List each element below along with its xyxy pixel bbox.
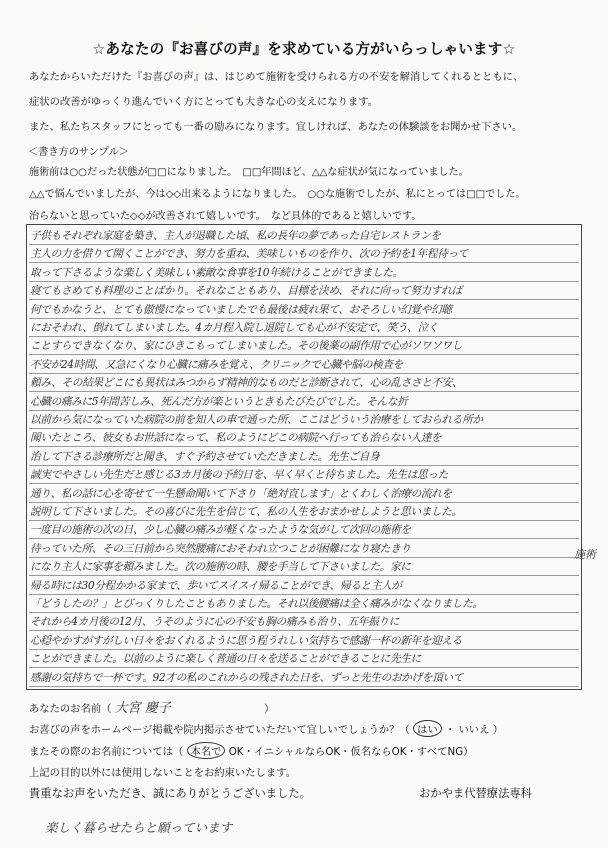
testimonial-line: それから4カ月後の12月、うそのように心の不安も胸の痛みも治り、五年振りに bbox=[30, 615, 399, 629]
testimonial-line: 通り、私の話に心を寄せて一生懸命聞いて下さり「絶対直します」とくわしく治療の流れを bbox=[30, 486, 452, 500]
testimonial-line: におそわれ、倒れてしまいました。4カ月程入院し退院しても心が不安定で、笑う、泣く bbox=[30, 321, 439, 334]
testimonial-line: 主人の力を借りて開くことができ、努力を重ね、美味しいものを作り、次の予約を1年程待って bbox=[30, 247, 469, 261]
sample-heading: ＜書き方のサンプル＞ bbox=[28, 147, 129, 158]
ruled-line bbox=[29, 318, 579, 319]
testimonial-line: 不安が24時間、又急にくなり心臓に痛みを覚え、クリニックで心臓や脳の検査を bbox=[30, 357, 403, 371]
ruled-line bbox=[29, 612, 579, 613]
ruled-line bbox=[29, 262, 579, 263]
sample-line-2: △△で悩んでいましたが、今は◇◇出来るようになりました。 ○○な施術でしたが、私にとっては□□でした。 bbox=[29, 189, 526, 200]
ruled-line bbox=[29, 575, 579, 576]
testimonial-line: 寝てもさめても料理のことばかり。それなこともあり、目標を決め、それに向って努力すれば bbox=[30, 284, 462, 298]
ruled-line bbox=[29, 391, 579, 392]
ruled-line bbox=[29, 630, 579, 631]
intro-line-1: あなたからいただけた『お喜びの声』は、はじめて施術を受けられる方の不安を解消してくれるとともに、 bbox=[29, 71, 524, 83]
publish-close: ） bbox=[492, 724, 503, 736]
name-close: ） bbox=[264, 703, 275, 715]
testimonial-line: 治して下さる診療所だと聞き、すぐ予約させていただきました。先生ご自身 bbox=[30, 449, 380, 463]
clinic-name: おかやま代替療法専科 bbox=[419, 787, 532, 800]
ruled-line bbox=[29, 483, 579, 484]
ruled-line bbox=[29, 244, 579, 245]
ruled-line bbox=[29, 465, 579, 466]
ruled-line bbox=[29, 502, 579, 503]
publish-question: お喜びの声をホームページ掲載や院内掲示させていただいて宜しいでしょうか？（ bbox=[29, 724, 410, 736]
name-pref-real-option[interactable]: 本名で bbox=[187, 742, 226, 759]
ruled-line bbox=[29, 373, 579, 374]
name-preference-row bbox=[29, 742, 473, 759]
testimonial-line: 待っていた所、その三日前から突然腰痛におそわれ立つことが困難になり寝たきり bbox=[30, 541, 411, 555]
ruled-line bbox=[29, 354, 579, 355]
publish-separator: ・ bbox=[444, 724, 456, 736]
testimonial-line: 一度目の施術の次の日、少し心臓の痛みが軽くなったような気がして次回の施術を bbox=[30, 523, 411, 537]
name-pref-rest: OK・イニシャルならOK・仮名ならOK・すべてNG） bbox=[228, 746, 474, 758]
testimonial-line: ことができました。以前のように楽しく普通の日々を送ることができることに先生に bbox=[30, 652, 421, 666]
ruled-line bbox=[29, 336, 579, 337]
testimonial-line: 何でもかなうと、とても傲慢になっていましたでも最後は疲れ果て、おそろしい幻覚や幻聴 bbox=[30, 302, 452, 316]
ruled-line bbox=[29, 281, 579, 282]
testimonial-line: ことすらできなくなり、家にひきこもってしまいました。その後薬の副作用で心がソワソワし bbox=[30, 339, 462, 353]
intro-line-2: 症状の改善がゆっくり進んでいく方にとっても大きな心の支えになります。 bbox=[29, 96, 378, 108]
ruled-line bbox=[29, 446, 579, 447]
ruled-line bbox=[29, 594, 579, 595]
testimonial-line: 説明して下さいました。その喜びに先生を信じて、私の人生をおまかせしようと思いました。 bbox=[30, 505, 462, 518]
ruled-line bbox=[29, 538, 579, 539]
testimonial-line: 頼み、その結果どこにも異状はみつからず精神的なものだと診断されて、心の乱ささと不安、 bbox=[30, 376, 463, 390]
page-title: ☆あなたの『お喜びの声』を求めている方がいらっしゃいます☆ bbox=[92, 42, 516, 58]
testimonial-line: 帰る時には30分程かかる家まで、歩いてスイスイ帰ることができ、帰ると主人が bbox=[30, 578, 402, 592]
privacy-note: 上記の目的以外には使用しないことをお約束いたします。 bbox=[29, 767, 296, 779]
testimonial-line: 感謝の気持ちで一杯です。92才の私のこれからの残された日を、ずっと先生のおかげを頂いて bbox=[30, 670, 463, 684]
testimonial-line: 以前から気になっていた病院の前を知人の車で通った所、ここはどういう治療をしておられる所か bbox=[30, 413, 483, 426]
testimonial-line: 心穏やかすがすがしい日々をおくれるように思う程うれしい気持ちで感謝一杯の新年を迎える bbox=[30, 633, 462, 647]
testimonial-line: 聞いたところ、彼女もお世話になって、私のようにどこの病院へ行っても治らない人達を bbox=[30, 431, 442, 445]
name-pref-label: またその際のお名前については（ bbox=[29, 746, 184, 758]
ruled-line bbox=[29, 299, 579, 300]
name-row bbox=[29, 697, 274, 716]
publish-no-option[interactable]: いいえ bbox=[458, 724, 490, 736]
testimonial-line: になり主人に家事を頼みました。次の施術の時、腰を手当して下さいました。家に bbox=[30, 560, 411, 574]
ruled-line bbox=[29, 410, 579, 411]
testimonial-line: 取って下さるような楽しく美味しい素敵な食事を10年続けることができました。 bbox=[30, 265, 403, 279]
name-label: あなたのお名前（ bbox=[29, 703, 112, 715]
ruled-line bbox=[29, 649, 579, 650]
publish-consent-row bbox=[29, 720, 503, 737]
testimonial-line: 誠実でやさしい先生だと感じる3カ月後の予約日を、早く早くと待ちました。先生は思った bbox=[30, 468, 448, 482]
ruled-line bbox=[29, 557, 579, 558]
ruled-line bbox=[29, 667, 579, 668]
testimonial-line: 心臓の痛みに5年間苦しみ、死んだ方が楽というときもたびたびでした。そんな折 bbox=[30, 394, 408, 408]
margin-note: 施術 bbox=[574, 548, 596, 561]
ruled-line bbox=[29, 520, 579, 521]
testimonial-line: 「どうしたの？」とびっくりしたこともありました。それ以後腰痛は全く痛みがなくなりました。 bbox=[30, 597, 483, 610]
thanks-message: 貴重なお声をいただき、誠にありがとうございました。 bbox=[29, 787, 311, 800]
ruled-line bbox=[29, 686, 579, 687]
intro-line-3: また、私たちスタッフにとっても一番の励みになります。宜しければ、あなたの体験談をお聞かせ下さい。 bbox=[29, 121, 523, 133]
handwritten-postscript: 楽しく暮らせたらと願っています bbox=[45, 820, 233, 835]
testimonial-line: 子供もそれぞれ家庭を築き、主人が退職した頃、私の長年の夢であった自宅レストランを bbox=[30, 229, 441, 242]
sample-line-1: 施術前は○○だった状態が□□になりました。 □□年間ほど、△△な症状が気になっていました。 bbox=[29, 167, 469, 178]
publish-yes-option[interactable]: はい bbox=[413, 720, 442, 737]
ruled-line bbox=[29, 428, 579, 429]
sample-line-3: 治らないと思っていた◇◇が改善されて嬉しいです。 など具体的であると嬉しいです。 bbox=[29, 211, 422, 222]
name-value: 大宮 慶子 bbox=[114, 701, 171, 716]
